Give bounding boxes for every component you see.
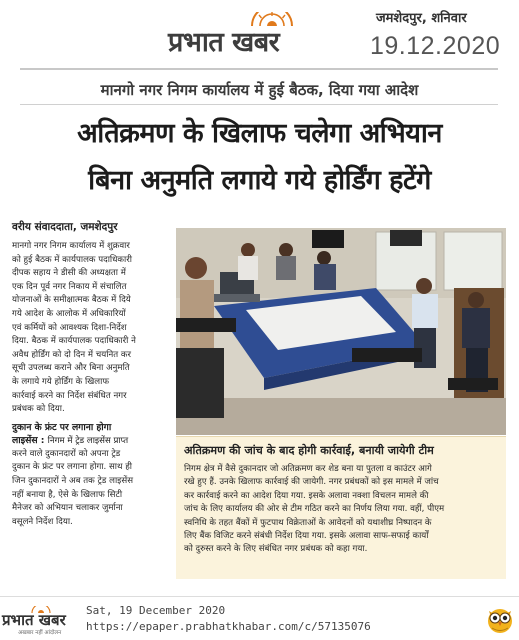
text-line: दिया. बैठक में कार्यपालक पदाधिकारी ने (12, 336, 136, 347)
main-headline-line-1: अतिक्रमण के खिलाफ चलेगा अभियान (77, 118, 442, 149)
byline: वरीय संवाददाता, जमशेदपुर (12, 221, 118, 233)
masthead (0, 0, 519, 72)
subhead-line-with-lead (12, 434, 168, 448)
text-line: के लगाये गये होर्डिंग के खिलाफ (12, 376, 109, 387)
footer (0, 598, 519, 640)
subhead-line: लाइसेंस : (12, 434, 45, 446)
text-line: मैनेजर को अभियान चलाकर जुर्माना (12, 503, 123, 514)
text-line: नहीं बनाया है, ऐसे के खिलाफ सिटी (12, 489, 123, 500)
footer-logo[interactable]: प्रभात खबर (2, 611, 66, 629)
subhead-line: दुकान के फ्रंट पर लगाना होगा (12, 421, 112, 433)
footer-tagline: अखबार नहीं आंदोलन (18, 630, 62, 636)
main-headline-line-2: बिना अनुमति लगाये गये होर्डिंग हटेंगे (88, 165, 431, 196)
owl-mascot-icon[interactable] (486, 604, 514, 634)
text-line: कर कार्रवाई करने का आदेश दिया गया. इसके अलावा नक्शा विचलन मामले की (184, 490, 429, 501)
text-line: गये आदेश के आलोक में अधिकारियों (12, 308, 126, 319)
publication-date: 19.12.2020 (370, 32, 501, 60)
footer-divider (0, 596, 519, 597)
text-line: कार्रवाई करने का निर्देश संबंधित नगर (12, 390, 127, 401)
subhead (12, 421, 168, 448)
footer-date: Sat, 19 December 2020 (86, 604, 226, 617)
body-paragraph-2 (12, 448, 168, 530)
logo-text: प्रभात खबर (168, 27, 280, 58)
body-paragraph (12, 240, 168, 417)
text-line: सूची उपलब्ध कराने और बिना अनुमति (12, 363, 130, 374)
text-line: अवैध होर्डिंग को दो दिन में चयनित कर (12, 349, 131, 360)
box-body (184, 463, 500, 557)
meeting-photo (176, 228, 506, 435)
masthead-divider (20, 68, 498, 70)
edition-city-day: जमशेदपुर, शनिवार (376, 11, 467, 26)
text-line: रखे हुए हैं. उनके खिलाफ कार्रवाई की जायेगी. नगर प्रबंधकों को इस मामले में जांच (184, 477, 439, 488)
text-line: वसूलने निर्देश दिया. (12, 516, 73, 527)
text-line: एवं कर्मियों को आवश्यक दिशा-निर्देश (12, 322, 127, 333)
text-line: प्रबंधक को दिया. (12, 404, 65, 415)
article-body-left (12, 240, 168, 529)
text-line: को दुरुस्त करने के लिए संबंधित नगर प्रबंधक को कहा गया. (184, 544, 368, 555)
text-line: करने वाले दुकानदारों को अपना ट्रेड (12, 448, 121, 459)
kicker-headline: मानगो नगर निगम कार्यालय में हुई बैठक, दिया गया आदेश (100, 81, 419, 99)
sidebar-box (176, 436, 506, 579)
subhead-lead-text: निगम में ट्रेड लाइसेंस प्राप्त (47, 435, 129, 446)
text-line: मानगो नगर निगम कार्यालय में शुक्रवार (12, 241, 130, 251)
text-line: जिन दुकानदारों ने अब तक ट्रेड लाइसेंस (12, 475, 134, 486)
kicker-divider (20, 104, 498, 105)
box-headline: अतिक्रमण की जांच के बाद होगी कार्रवाई, बनायी जायेगी टीम (184, 444, 434, 457)
text-line: एक दिन पूर्व नगर निकाय में संचालित (12, 281, 127, 292)
text-line: दीपक सहाय ने डीसी की अध्यक्षता में (12, 268, 126, 279)
text-line: योजनाओं के समीक्षात्मक बैठक में दिये (12, 295, 131, 306)
text-line: दुकान के फ्रंट पर लगाना होगा. साथ ही (12, 462, 133, 473)
footer-url-link[interactable]: https://epaper.prabhatkhabar.com/c/57135076 (86, 620, 371, 633)
newspaper-logo[interactable] (168, 10, 338, 60)
text-line: निगम क्षेत्र में वैसे दुकानदार जो अतिक्रमण कर शेड बना या पुतला व काउंटर आगे (184, 464, 432, 474)
text-line: जांच के लिए कार्यालय की ओर से टीम गठित करने का निर्णय लिया गया. वहीं, पीएम (184, 504, 445, 515)
text-line: लिए बैंक विजिट करने संबंधी निर्देश दिया गया. इसके अलावा साफ-सफाई कार्यों (184, 531, 429, 542)
text-line: स्वनिधि के तहत बैंकों में फुटपाथ विक्रेताओं के आवेदनों को यथाशीघ्र निष्पादन के (184, 517, 432, 528)
text-line: को हुई बैठक में कार्यपालक पदाधिकारी (12, 254, 132, 265)
